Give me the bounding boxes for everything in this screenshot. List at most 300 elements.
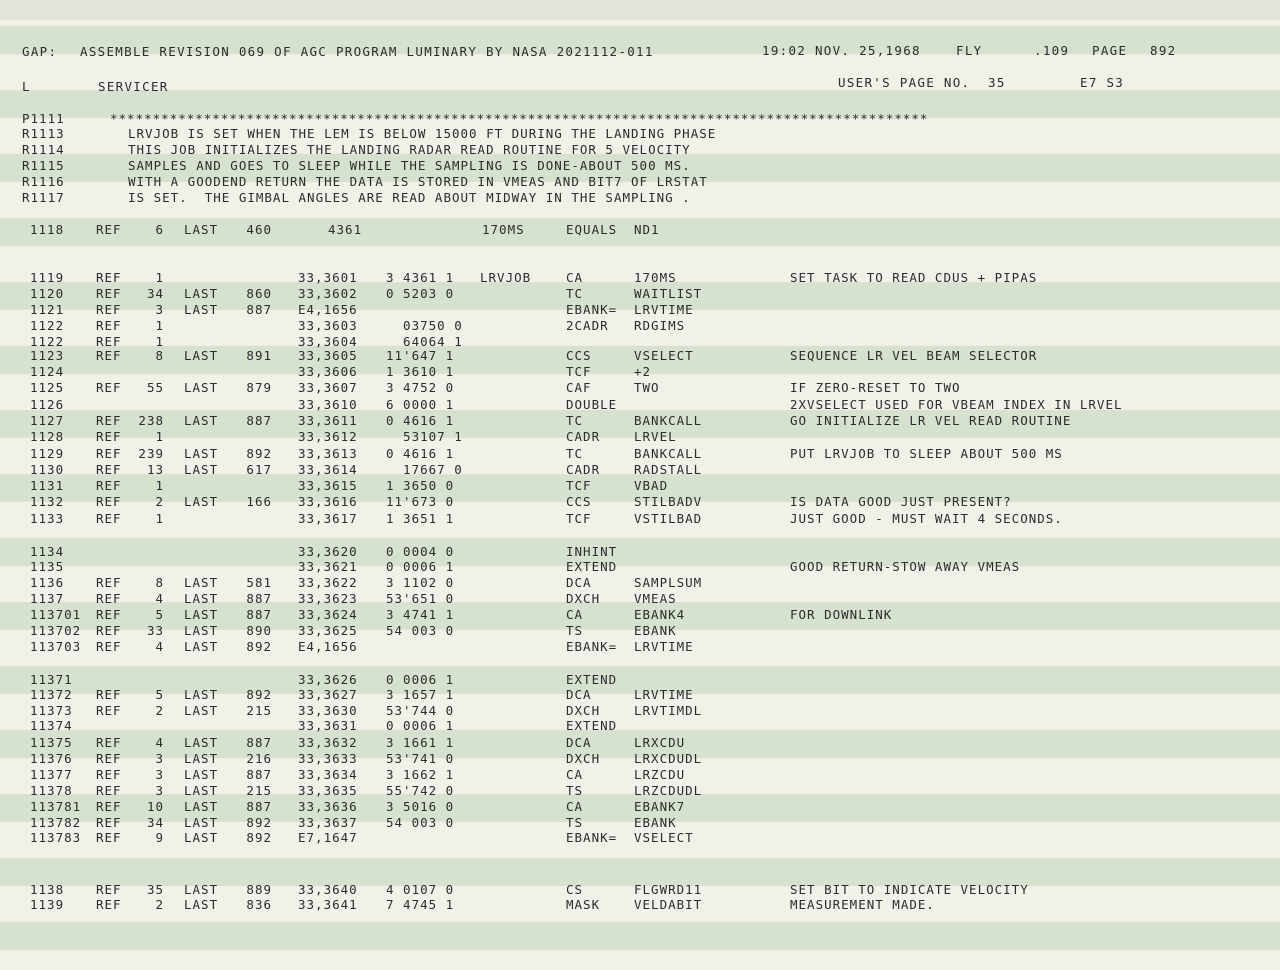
last-page: 887 (246, 607, 272, 622)
listing-row (0, 544, 1280, 560)
ref-label: REF (96, 623, 122, 638)
line-number: 1125 (30, 380, 65, 395)
ref-count: 1 (155, 318, 164, 333)
last-page: 215 (246, 783, 272, 798)
opcode: EQUALS (566, 222, 618, 237)
comment: FOR DOWNLINK (790, 607, 893, 622)
ref-label: REF (96, 334, 122, 349)
address: 33,3631 (298, 718, 358, 733)
address: E4,1656 (298, 639, 358, 654)
symbol-label: LRVJOB (480, 270, 532, 285)
operand: VBAD (634, 478, 669, 493)
last-page: 887 (246, 413, 272, 428)
ref-label: REF (96, 478, 122, 493)
last-page: 889 (246, 882, 272, 897)
ref-label: REF (96, 767, 122, 782)
line-number: 11374 (30, 718, 73, 733)
octal-code: 0 0006 1 (386, 718, 455, 733)
operand: STILBADV (634, 494, 703, 509)
address: 33,3606 (298, 364, 358, 379)
users-page-number: USER'S PAGE NO. 35 (838, 75, 1006, 90)
octal-code: 0 4616 1 (386, 413, 455, 428)
ref-count: 35 (146, 882, 164, 897)
remark-line-number: R1113 (22, 126, 65, 141)
ref-count: 4 (155, 639, 164, 654)
operand: FLGWRD11 (634, 882, 703, 897)
address: E7,1647 (298, 830, 358, 845)
line-number: 1130 (30, 462, 65, 477)
line-number: 11376 (30, 751, 73, 766)
octal-code: 3 1102 0 (386, 575, 455, 590)
octal-code: 54 003 0 (386, 815, 455, 830)
line-number: 1129 (30, 446, 65, 461)
ref-count: 3 (155, 767, 164, 782)
octal-code: 0 4616 1 (386, 446, 455, 461)
ref-count: 10 (146, 799, 164, 814)
last-label: LAST (184, 639, 219, 654)
ref-count: 4 (155, 591, 164, 606)
ref-count: 3 (155, 783, 164, 798)
opcode: TCF (566, 364, 592, 379)
comment: IF ZERO-RESET TO TWO (790, 380, 961, 395)
address: 33,3624 (298, 607, 358, 622)
line-number: 11378 (30, 783, 73, 798)
last-page: 836 (246, 897, 272, 912)
listing-row (0, 559, 1280, 575)
last-page: 892 (246, 830, 272, 845)
operand: LRVTIMDL (634, 703, 703, 718)
address: 33,3601 (298, 270, 358, 285)
address: 33,3603 (298, 318, 358, 333)
ref-count: 4 (155, 735, 164, 750)
operand: LRVEL (634, 429, 677, 444)
ref-count: 239 (138, 446, 164, 461)
timestamp: 19:02 NOV. 25,1968 (762, 43, 921, 58)
ref-count: 2 (155, 897, 164, 912)
line-number: 1136 (30, 575, 65, 590)
ref-label: REF (96, 735, 122, 750)
address: 33,3616 (298, 494, 358, 509)
line-number: 113701 (30, 607, 82, 622)
remark-line-number: R1114 (22, 142, 65, 157)
listing-row (0, 575, 1280, 591)
line-number: 11375 (30, 735, 73, 750)
operand: RADSTALL (634, 462, 703, 477)
ref-label: REF (96, 270, 122, 285)
opcode: DXCH (566, 703, 601, 718)
page-title: ASSEMBLE REVISION 069 OF AGC PROGRAM LUMINARY BY NASA 2021112-011 (80, 44, 654, 59)
octal-code: 6 0000 1 (386, 397, 455, 412)
line-number: 1123 (30, 348, 65, 363)
last-page: 617 (246, 462, 272, 477)
listing-row (0, 302, 1280, 318)
operand: VMEAS (634, 591, 677, 606)
ref-label: REF (96, 830, 122, 845)
last-page: 215 (246, 703, 272, 718)
last-page: 887 (246, 799, 272, 814)
opcode: CA (566, 270, 584, 285)
line-number: 11371 (30, 672, 73, 687)
last-page: 879 (246, 380, 272, 395)
operand: TWO (634, 380, 660, 395)
octal-code: 64064 1 (386, 334, 463, 349)
address: 33,3625 (298, 623, 358, 638)
address: E4,1656 (298, 302, 358, 317)
address: 33,3602 (298, 286, 358, 301)
ref-count: 1 (155, 429, 164, 444)
equals-value: 4361 (328, 222, 363, 237)
comment: GOOD RETURN-STOW AWAY VMEAS (790, 559, 1021, 574)
operand: VELDABIT (634, 897, 703, 912)
address: 33,3640 (298, 882, 358, 897)
ref-count: 1 (155, 478, 164, 493)
operand: RDGIMS (634, 318, 686, 333)
comment: SEQUENCE LR VEL BEAM SELECTOR (790, 348, 1038, 363)
ref-count: 33 (146, 623, 164, 638)
opcode: 2CADR (566, 318, 609, 333)
opcode: TS (566, 815, 584, 830)
line-number: 113702 (30, 623, 82, 638)
address: 33,3612 (298, 429, 358, 444)
remark-line-number: R1117 (22, 190, 65, 205)
ref-label: REF (96, 783, 122, 798)
ref-count: 1 (155, 511, 164, 526)
last-label: LAST (184, 462, 219, 477)
line-number: 1118 (30, 222, 65, 237)
ref-label: REF (96, 429, 122, 444)
listing-row (0, 687, 1280, 703)
opcode: DCA (566, 735, 592, 750)
opcode: DCA (566, 687, 592, 702)
octal-code: 3 5016 0 (386, 799, 455, 814)
octal-code: 3 1662 1 (386, 767, 455, 782)
address: 33,3607 (298, 380, 358, 395)
ref-count: 6 (155, 222, 164, 237)
ref-count: 238 (138, 413, 164, 428)
address: 33,3617 (298, 511, 358, 526)
operand: LRVTIME (634, 302, 694, 317)
line-number: 1132 (30, 494, 65, 509)
address: 33,3620 (298, 544, 358, 559)
line-number: 1124 (30, 364, 65, 379)
operand: ND1 (634, 222, 660, 237)
operand: VSTILBAD (634, 511, 703, 526)
listing-row (0, 735, 1280, 751)
last-label: LAST (184, 446, 219, 461)
address: 33,3604 (298, 334, 358, 349)
address: 33,3611 (298, 413, 358, 428)
line-number: 1121 (30, 302, 65, 317)
ref-count: 8 (155, 575, 164, 590)
last-label: LAST (184, 494, 219, 509)
ref-label: REF (96, 222, 122, 237)
operand: EBANK (634, 815, 677, 830)
line-number: 1122 (30, 334, 65, 349)
listing-row (0, 397, 1280, 413)
ref-label: REF (96, 591, 122, 606)
line-number: 1131 (30, 478, 65, 493)
ref-count: 1 (155, 334, 164, 349)
ref-count: 1 (155, 270, 164, 285)
listing-row (0, 718, 1280, 734)
last-label: LAST (184, 286, 219, 301)
remark-line-number: P1111 (22, 111, 65, 126)
opcode: TC (566, 446, 584, 461)
ref-label: REF (96, 751, 122, 766)
last-label: LAST (184, 815, 219, 830)
line-number: 113781 (30, 799, 82, 814)
ref-label: REF (96, 639, 122, 654)
opcode: DXCH (566, 591, 601, 606)
octal-code: 0 5203 0 (386, 286, 455, 301)
remark-text: LRVJOB IS SET WHEN THE LEM IS BELOW 15000 FT DURING THE LANDING PHASE (128, 126, 717, 141)
last-label: LAST (184, 830, 219, 845)
opcode: EXTEND (566, 718, 618, 733)
address: 33,3635 (298, 783, 358, 798)
opcode: INHINT (566, 544, 618, 559)
equals-line (0, 222, 1280, 238)
last-label: LAST (184, 783, 219, 798)
opcode: TS (566, 623, 584, 638)
last-page: 860 (246, 286, 272, 301)
line-number: 1128 (30, 429, 65, 444)
operand: 170MS (634, 270, 677, 285)
listing-row (0, 897, 1280, 913)
ref-label: REF (96, 897, 122, 912)
line-number: 1133 (30, 511, 65, 526)
last-label: LAST (184, 348, 219, 363)
opcode: CADR (566, 429, 601, 444)
ref-label: REF (96, 380, 122, 395)
opcode: DXCH (566, 751, 601, 766)
operand: BANKCALL (634, 413, 703, 428)
address: 33,3627 (298, 687, 358, 702)
ref-count: 5 (155, 687, 164, 702)
octal-code: 1 3610 1 (386, 364, 455, 379)
remark-line (0, 142, 1280, 158)
last-label: LAST (184, 591, 219, 606)
remark-line (0, 174, 1280, 190)
section-name: SERVICER (98, 79, 169, 94)
opcode: DCA (566, 575, 592, 590)
symbol-label: 170MS (482, 222, 525, 237)
octal-code: 54 003 0 (386, 623, 455, 638)
ref-label: REF (96, 286, 122, 301)
last-page: 892 (246, 639, 272, 654)
remark-line (0, 111, 1280, 127)
ref-count: 8 (155, 348, 164, 363)
listing-row (0, 429, 1280, 445)
page-number: 892 (1150, 43, 1177, 58)
octal-code: 03750 0 (386, 318, 463, 333)
last-label: LAST (184, 222, 219, 237)
last-label: LAST (184, 767, 219, 782)
last-page: 891 (246, 348, 272, 363)
listing-row (0, 494, 1280, 510)
address: 33,3614 (298, 462, 358, 477)
opcode: CS (566, 882, 584, 897)
listing-row (0, 270, 1280, 286)
last-label: LAST (184, 751, 219, 766)
remark-line (0, 158, 1280, 174)
octal-code: 0 0006 1 (386, 559, 455, 574)
last-label: LAST (184, 302, 219, 317)
comment: JUST GOOD - MUST WAIT 4 SECONDS. (790, 511, 1063, 526)
octal-code: 55'742 0 (386, 783, 455, 798)
last-label: LAST (184, 380, 219, 395)
line-number: 1134 (30, 544, 65, 559)
octal-code: 1 3651 1 (386, 511, 455, 526)
opcode: EBANK= (566, 830, 618, 845)
ref-label: REF (96, 703, 122, 718)
octal-code: 11'673 0 (386, 494, 455, 509)
line-number: 113703 (30, 639, 82, 654)
last-label: LAST (184, 703, 219, 718)
octal-code: 3 1657 1 (386, 687, 455, 702)
operand: VSELECT (634, 830, 694, 845)
operand: BANKCALL (634, 446, 703, 461)
line-number: 1122 (30, 318, 65, 333)
address: 33,3637 (298, 815, 358, 830)
octal-code: 3 4752 0 (386, 380, 455, 395)
opcode: EBANK= (566, 302, 618, 317)
listing-row (0, 672, 1280, 688)
opcode: CADR (566, 462, 601, 477)
address: 33,3626 (298, 672, 358, 687)
line-number: 1119 (30, 270, 65, 285)
listing-row (0, 830, 1280, 846)
operand: LRXCDU (634, 735, 686, 750)
octal-code: 11'647 1 (386, 348, 455, 363)
opcode: TCF (566, 478, 592, 493)
operand: EBANK4 (634, 607, 686, 622)
opcode: TC (566, 413, 584, 428)
ref-label: REF (96, 882, 122, 897)
ref-label: REF (96, 318, 122, 333)
ref-label: REF (96, 607, 122, 622)
last-page: 581 (246, 575, 272, 590)
last-label: LAST (184, 799, 219, 814)
operand: LRXCDUDL (634, 751, 703, 766)
listing-row (0, 882, 1280, 898)
last-page: 460 (246, 222, 272, 237)
last-page: 890 (246, 623, 272, 638)
remark-text: SAMPLES AND GOES TO SLEEP WHILE THE SAMPLING IS DONE-ABOUT 500 MS. (128, 158, 691, 173)
remark-line-number: R1115 (22, 158, 65, 173)
listing-row (0, 703, 1280, 719)
operand: LRZCDU (634, 767, 686, 782)
ref-count: 9 (155, 830, 164, 845)
last-page: 887 (246, 302, 272, 317)
ref-label: REF (96, 799, 122, 814)
address: 33,3613 (298, 446, 358, 461)
last-label: LAST (184, 607, 219, 622)
line-number: 113782 (30, 815, 82, 830)
listing-row (0, 799, 1280, 815)
comment: PUT LRVJOB TO SLEEP ABOUT 500 MS (790, 446, 1063, 461)
octal-code: 17667 0 (386, 462, 463, 477)
remark-line-number: R1116 (22, 174, 65, 189)
remark-line (0, 126, 1280, 142)
gap-label: GAP: (22, 44, 58, 59)
listing-row (0, 815, 1280, 831)
address: 33,3615 (298, 478, 358, 493)
address: 33,3641 (298, 897, 358, 912)
last-page: 892 (246, 446, 272, 461)
opcode: CA (566, 607, 584, 622)
listing-row (0, 318, 1280, 334)
octal-code: 4 0107 0 (386, 882, 455, 897)
octal-code: 3 1661 1 (386, 735, 455, 750)
opcode: CA (566, 799, 584, 814)
ref-label: REF (96, 494, 122, 509)
last-label: LAST (184, 575, 219, 590)
ref-count: 3 (155, 751, 164, 766)
line-number: 113783 (30, 830, 82, 845)
ref-count: 55 (146, 380, 164, 395)
address: 33,3634 (298, 767, 358, 782)
comment: GO INITIALIZE LR VEL READ ROUTINE (790, 413, 1072, 428)
opcode: EXTEND (566, 672, 618, 687)
listing-row (0, 462, 1280, 478)
line-number: 1135 (30, 559, 65, 574)
listing-row (0, 639, 1280, 655)
ref-label: REF (96, 302, 122, 317)
ref-label: REF (96, 413, 122, 428)
operand: WAITLIST (634, 286, 703, 301)
octal-code: 53'744 0 (386, 703, 455, 718)
octal-code: 53'651 0 (386, 591, 455, 606)
operand: EBANK (634, 623, 677, 638)
remark-line (0, 190, 1280, 206)
opcode: TCF (566, 511, 592, 526)
last-label: LAST (184, 687, 219, 702)
comment: SET BIT TO INDICATE VELOCITY (790, 882, 1029, 897)
line-number: 1120 (30, 286, 65, 301)
last-page: 892 (246, 815, 272, 830)
paper-edge (0, 0, 1280, 20)
address: 33,3622 (298, 575, 358, 590)
remark-text: ************************************************************************************************ (110, 111, 929, 126)
last-page: 887 (246, 735, 272, 750)
line-number: 1138 (30, 882, 65, 897)
ref-label: REF (96, 687, 122, 702)
address: 33,3605 (298, 348, 358, 363)
revision-code: .109 (1034, 43, 1070, 58)
fly-label: FLY (956, 43, 983, 58)
listing-row (0, 478, 1280, 494)
listing-row (0, 767, 1280, 783)
line-number: 1126 (30, 397, 65, 412)
ref-label: REF (96, 462, 122, 477)
page-label: PAGE (1092, 43, 1128, 58)
address: 33,3610 (298, 397, 358, 412)
octal-code: 3 4361 1 (386, 270, 455, 285)
remark-text: THIS JOB INITIALIZES THE LANDING RADAR READ ROUTINE FOR 5 VELOCITY (128, 142, 691, 157)
octal-code: 1 3650 0 (386, 478, 455, 493)
line-number: 1137 (30, 591, 65, 606)
listing-row (0, 511, 1280, 527)
octal-code: 7 4745 1 (386, 897, 455, 912)
operand: LRZCDUDL (634, 783, 703, 798)
operand: LRVTIME (634, 639, 694, 654)
opcode: CCS (566, 348, 592, 363)
opcode: EBANK= (566, 639, 618, 654)
operand: +2 (634, 364, 652, 379)
last-page: 887 (246, 591, 272, 606)
listing-row (0, 446, 1280, 462)
last-page: 887 (246, 767, 272, 782)
